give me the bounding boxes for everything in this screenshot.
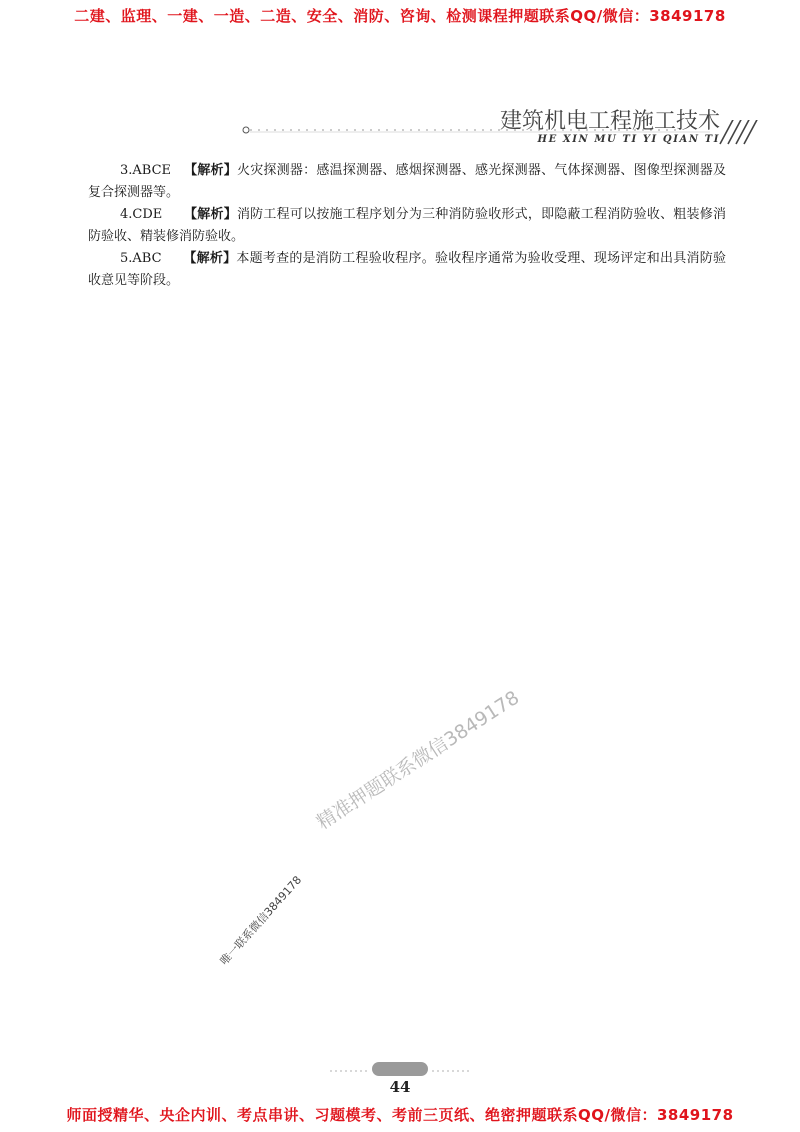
analysis-text: 消防工程可以按施工程序划分为三种消防验收形式，即隐蔽工程消防验收、粗装修消防验收、精装修消防验收。 xyxy=(88,207,726,244)
page-number: 44 xyxy=(389,1078,411,1096)
watermark-main: 精准押题联系微信3849178 xyxy=(312,686,524,834)
bottom-banner: 师面授精华、央企内训、考点串讲、习题模考、考前三页纸、绝密押题联系QQ/微信：3849178 xyxy=(66,1106,734,1124)
analysis-text: 火灾探测器：感温探测器、感烟探测器、感光探测器、气体探测器、图像型探测器及复合探测器等。 xyxy=(88,163,726,200)
answer-list xyxy=(88,160,726,292)
answer-item xyxy=(88,160,726,204)
analysis-text: 本题考查的是消防工程验收程序。验收程序通常为验收受理、现场评定和出具消防验收意见等阶段。 xyxy=(88,251,726,288)
chapter-title: 建筑机电工程施工技术 xyxy=(500,109,721,134)
top-banner: 二建、监理、一建、一造、二造、安全、消防、咨询、检测课程押题联系QQ/微信：3849178 xyxy=(74,7,726,25)
answer-item xyxy=(88,248,726,292)
chapter-subtitle: HE XIN MU TI YI QIAN TI xyxy=(537,134,720,145)
answer-key: 5.ABC xyxy=(120,251,162,266)
answer-item xyxy=(88,204,726,248)
analysis-tag: 【解析】 xyxy=(184,207,237,222)
answer-key: 3.ABCE xyxy=(120,163,172,178)
watermark-small: 唯一联系微信3849178 xyxy=(217,873,305,968)
answer-key: 4.CDE xyxy=(120,207,163,222)
analysis-tag: 【解析】 xyxy=(184,163,237,178)
analysis-tag: 【解析】 xyxy=(183,251,237,266)
